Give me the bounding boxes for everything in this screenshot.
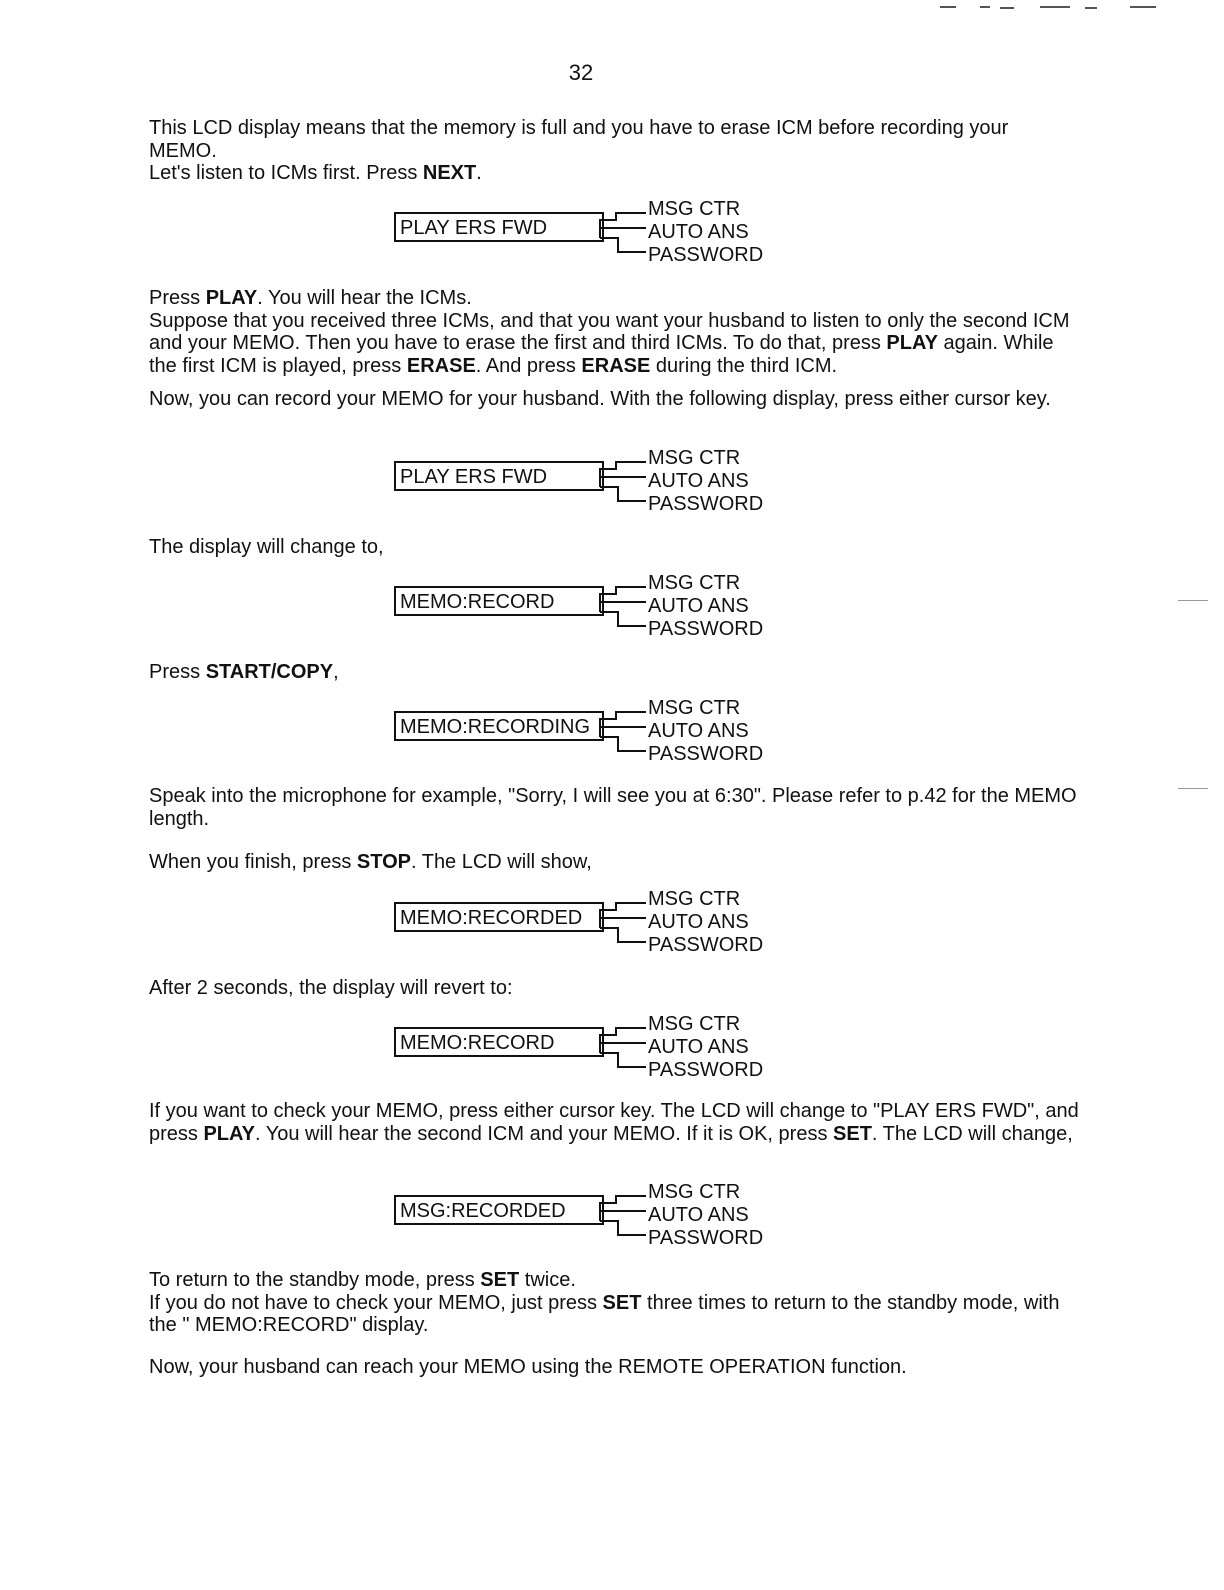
text: If you want to check your MEMO, press either cursor key. The LCD will change to "PLAY ERS FWD", and press <box>149 1100 1079 1145</box>
lcd-text: MEMO:RECORD <box>400 591 555 613</box>
text: during the third ICM. <box>650 354 838 377</box>
key-play: PLAY <box>205 287 258 309</box>
lcd-screen <box>394 1027 604 1057</box>
text: . You will hear the ICMs. <box>257 287 472 309</box>
text: If you do not have to check your MEMO, just press <box>149 1291 603 1314</box>
paragraph-return-standby <box>149 1269 1079 1337</box>
page-number: 32 <box>568 60 594 85</box>
option-msg-ctr: MSG CTR <box>648 1013 741 1035</box>
option-msg-ctr: MSG CTR <box>648 888 741 910</box>
option-password: PASSWORD <box>648 1227 764 1249</box>
menu-bracket-icon <box>594 200 650 270</box>
lcd-display <box>394 699 784 773</box>
menu-bracket-icon <box>594 1183 650 1253</box>
lcd-display <box>394 1183 784 1257</box>
option-auto-ans: AUTO ANS <box>648 470 749 492</box>
key-erase: ERASE <box>581 354 651 377</box>
lcd-screen <box>394 212 604 242</box>
text: Speak into the microphone for example, "Sorry, I will see you at 6:30". Please refer to p.42 for the MEMO length. <box>149 785 1077 830</box>
paragraph-revert <box>149 977 1079 1000</box>
lcd-display <box>394 890 784 964</box>
key-set: SET <box>480 1269 520 1291</box>
paragraph-record-memo <box>149 388 1079 411</box>
key-set: SET <box>833 1122 872 1145</box>
text: . The LCD will show, <box>410 851 592 873</box>
lcd-screen <box>394 902 604 932</box>
lcd-display <box>394 1015 784 1089</box>
text: . You will hear the second ICM and your MEMO. If it is OK, press <box>254 1122 834 1145</box>
paragraph-press-play <box>149 287 1079 377</box>
scan-mark <box>940 6 956 8</box>
key-start-copy: START/COPY <box>205 661 334 683</box>
text: three times to return to the standby mode, with the " MEMO:RECORD" display. <box>149 1291 1060 1336</box>
option-password: PASSWORD <box>648 743 764 765</box>
scan-mark <box>1085 7 1097 9</box>
menu-bracket-icon <box>594 890 650 960</box>
option-msg-ctr: MSG CTR <box>648 447 741 469</box>
paragraph-memory-full <box>149 117 1079 185</box>
key-set: SET <box>602 1291 642 1314</box>
option-password: PASSWORD <box>648 244 764 266</box>
text: When you finish, press <box>149 851 357 873</box>
paragraph-display-change <box>149 536 1079 559</box>
paragraph-check-memo <box>149 1100 1099 1145</box>
lcd-text: MEMO:RECORDING <box>400 716 590 738</box>
option-auto-ans: AUTO ANS <box>648 911 749 933</box>
option-msg-ctr: MSG CTR <box>648 198 741 220</box>
scan-mark <box>1178 600 1208 601</box>
text: Now, you can record your MEMO for your husband. With the following display, press either cursor key. <box>149 388 1051 410</box>
option-password: PASSWORD <box>648 934 764 956</box>
paragraph-press-start <box>149 661 1079 684</box>
text: again. While the first ICM is played, press <box>149 332 1054 377</box>
menu-bracket-icon <box>594 574 650 644</box>
text: The display will change to, <box>149 536 384 558</box>
lcd-display <box>394 574 784 648</box>
option-auto-ans: AUTO ANS <box>648 720 749 742</box>
option-msg-ctr: MSG CTR <box>648 697 741 719</box>
lcd-screen <box>394 461 604 491</box>
text: twice. <box>519 1269 576 1291</box>
paragraph-speak <box>149 785 1079 830</box>
lcd-text: PLAY ERS FWD <box>400 217 548 239</box>
text: . And press <box>475 354 582 377</box>
option-auto-ans: AUTO ANS <box>648 221 749 243</box>
text: Let's listen to ICMs first. Press <box>149 162 423 184</box>
scan-mark <box>1178 788 1208 789</box>
lcd-text: MSG:RECORDED <box>400 1200 566 1222</box>
text: To return to the standby mode, press <box>149 1269 481 1291</box>
text: Now, your husband can reach your MEMO using the REMOTE OPERATION function. <box>149 1356 907 1378</box>
option-password: PASSWORD <box>648 618 764 640</box>
option-auto-ans: AUTO ANS <box>648 1204 749 1226</box>
text: This LCD display means that the memory is full and you have to erase ICM before recording your MEMO. <box>149 117 1009 162</box>
text: Suppose that you received three ICMs, and that you want your husband to listen to only the second ICM and your MEMO. Then you have to erase the first and third ICMs. To do that, press <box>149 309 1070 354</box>
scan-mark <box>1000 7 1014 9</box>
key-stop: STOP <box>356 851 411 873</box>
option-msg-ctr: MSG CTR <box>648 572 741 594</box>
scan-mark <box>1040 6 1070 8</box>
lcd-screen <box>394 586 604 616</box>
text: . The LCD will change, <box>871 1122 1073 1145</box>
option-password: PASSWORD <box>648 1059 764 1081</box>
menu-bracket-icon <box>594 449 650 519</box>
paragraph-remote-operation <box>149 1356 1079 1379</box>
key-play: PLAY <box>886 332 938 354</box>
text: After 2 seconds, the display will revert to: <box>149 977 513 999</box>
scan-mark <box>980 6 990 8</box>
key-erase: ERASE <box>406 354 476 377</box>
lcd-display <box>394 449 784 523</box>
option-auto-ans: AUTO ANS <box>648 595 749 617</box>
scan-mark <box>1130 6 1156 8</box>
lcd-screen <box>394 711 604 741</box>
menu-bracket-icon <box>594 699 650 769</box>
lcd-text: PLAY ERS FWD <box>400 466 548 488</box>
key-next: NEXT <box>422 162 477 184</box>
lcd-text: MEMO:RECORDED <box>400 907 583 929</box>
lcd-display <box>394 200 784 274</box>
option-auto-ans: AUTO ANS <box>648 1036 749 1058</box>
text: . <box>476 162 482 184</box>
option-msg-ctr: MSG CTR <box>648 1181 741 1203</box>
key-play: PLAY <box>203 1122 255 1145</box>
text: Press <box>149 661 206 683</box>
lcd-text: MEMO:RECORD <box>400 1032 555 1054</box>
lcd-screen <box>394 1195 604 1225</box>
paragraph-press-stop <box>149 851 1079 874</box>
option-password: PASSWORD <box>648 493 764 515</box>
menu-bracket-icon <box>594 1015 650 1085</box>
text: Press <box>149 287 206 309</box>
text: , <box>333 661 339 683</box>
